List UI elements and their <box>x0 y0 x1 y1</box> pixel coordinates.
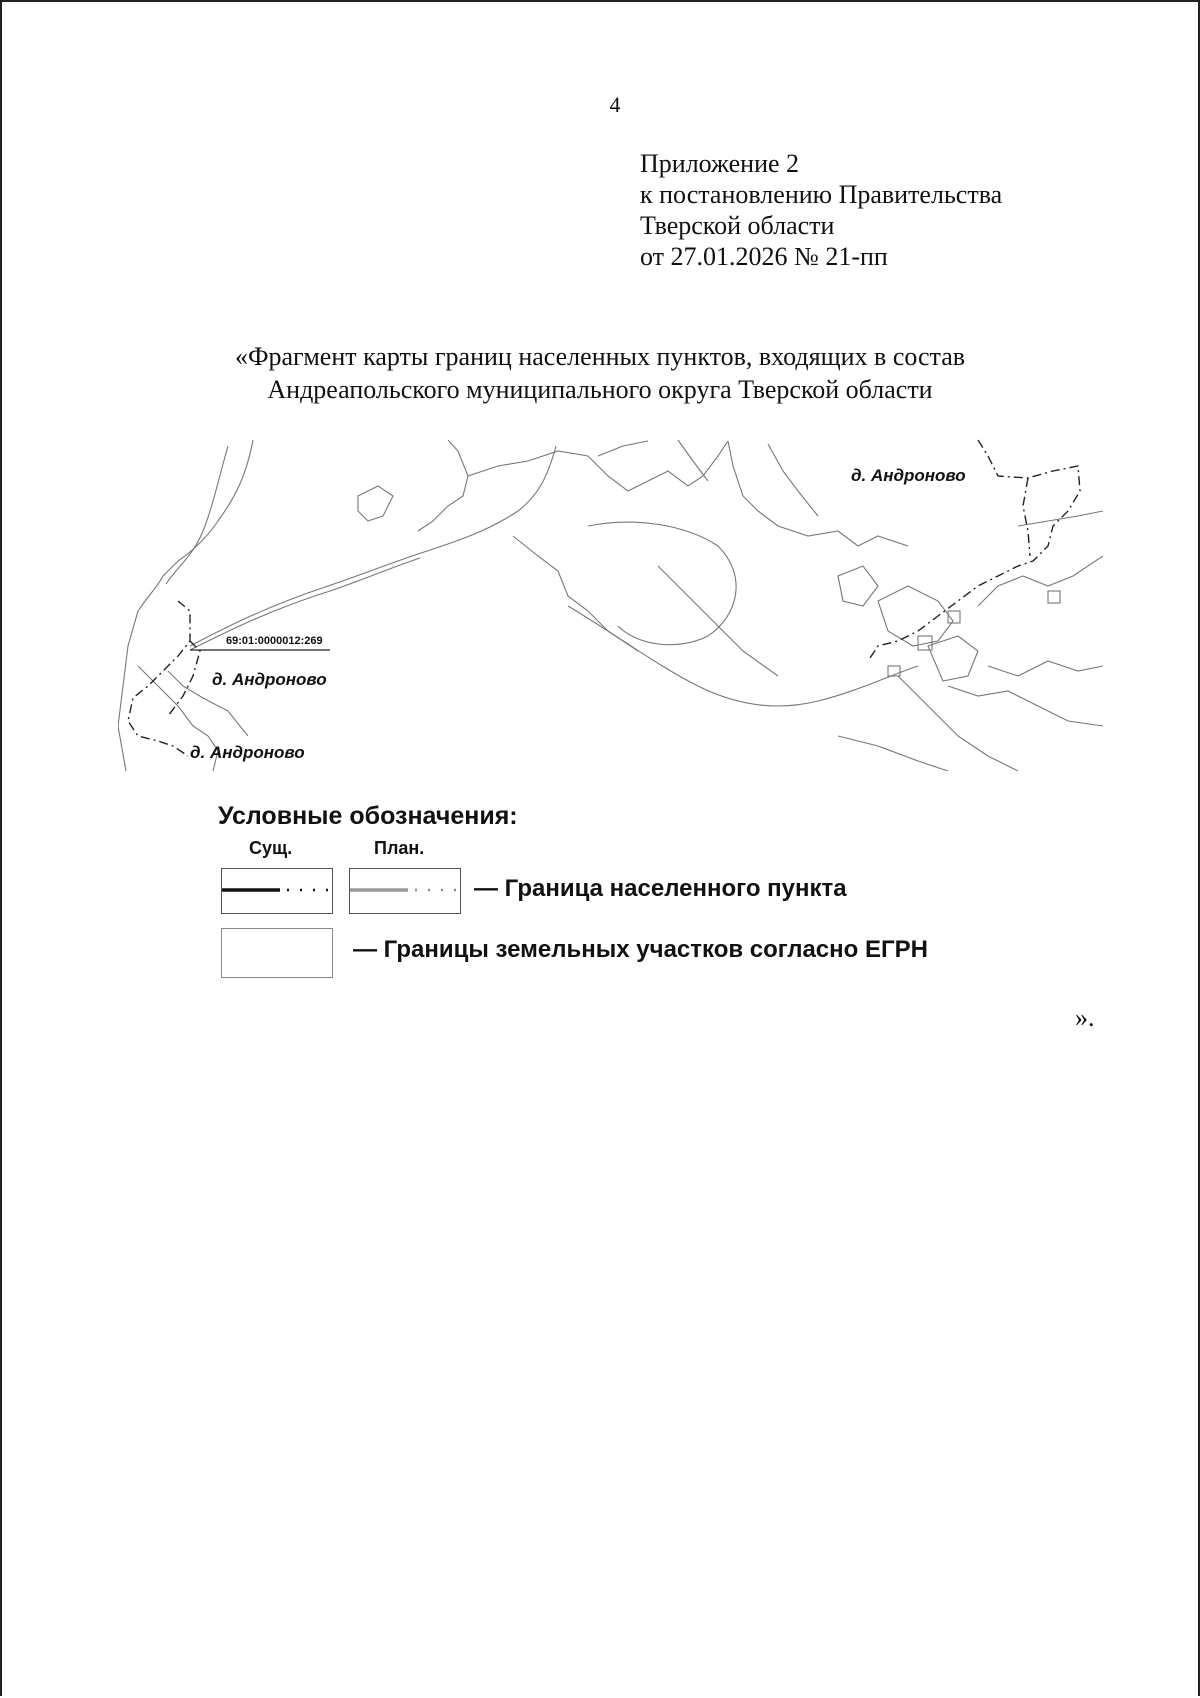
map-contour <box>468 441 728 491</box>
boundary-map <box>118 436 1103 771</box>
map-drawing <box>118 436 1103 771</box>
map-contour <box>728 441 908 546</box>
legend-symbol-land-parcel <box>221 928 333 978</box>
map-contour <box>418 440 468 531</box>
map-contour <box>568 606 918 706</box>
map-contour <box>678 440 708 481</box>
map-contour <box>768 444 818 516</box>
map-contour <box>658 566 778 676</box>
map-contour <box>1018 511 1103 526</box>
legend-symbol-planned-boundary <box>349 868 461 914</box>
appendix-line: к постановлению Правительства <box>640 180 1003 209</box>
legend-heading: Условные обозначения: <box>218 802 518 830</box>
page-number: 4 <box>609 92 621 117</box>
appendix-line: Тверской области <box>640 211 835 240</box>
legend-line-sample <box>350 869 459 912</box>
map-contour <box>598 441 648 456</box>
map-contour <box>358 486 393 521</box>
map-contour <box>838 566 878 606</box>
legend-item-settlement-boundary: — Граница населенного пункта <box>474 875 847 902</box>
map-contour <box>928 636 978 681</box>
closing-quote: ». <box>1075 1003 1095 1032</box>
map-contour <box>988 661 1103 676</box>
map-contour <box>978 556 1103 606</box>
settlement-boundary <box>128 601 190 756</box>
legend-symbol-existing-boundary <box>221 868 333 914</box>
legend-item-land-parcels: — Границы земельных участков согласно ЕГРН <box>353 936 928 963</box>
village-label: д. Андроново <box>851 466 966 485</box>
cadastral-number-label: 69:01:0000012:269 <box>226 635 323 647</box>
map-contour <box>878 586 953 646</box>
village-label: д. Андроново <box>190 743 305 762</box>
map-contour <box>838 736 948 771</box>
map-contour <box>118 440 253 771</box>
appendix-line: Приложение 2 <box>640 149 800 178</box>
map-contour <box>588 522 736 645</box>
legend-column-planned: План. <box>374 838 425 858</box>
map-contour <box>513 536 638 651</box>
map-contour <box>190 446 556 646</box>
map-contour <box>948 686 1103 726</box>
legend-column-existing: Сущ. <box>249 838 293 858</box>
legend-line-sample <box>222 869 331 912</box>
settlement-boundary <box>168 641 200 716</box>
village-label: д. Андроново <box>212 670 327 689</box>
appendix-block <box>640 148 1002 272</box>
title-line: Андреапольского муниципального округа Тверской области <box>267 375 933 404</box>
settlement-boundary <box>1023 478 1030 556</box>
map-contour <box>898 676 1018 771</box>
appendix-date-line: от 27.01.2026 № 21-пп <box>640 242 888 271</box>
document-title <box>120 340 1080 406</box>
title-line: «Фрагмент карты границ населенных пунктов, входящих в состав <box>234 342 966 371</box>
map-parcel <box>1048 591 1060 603</box>
